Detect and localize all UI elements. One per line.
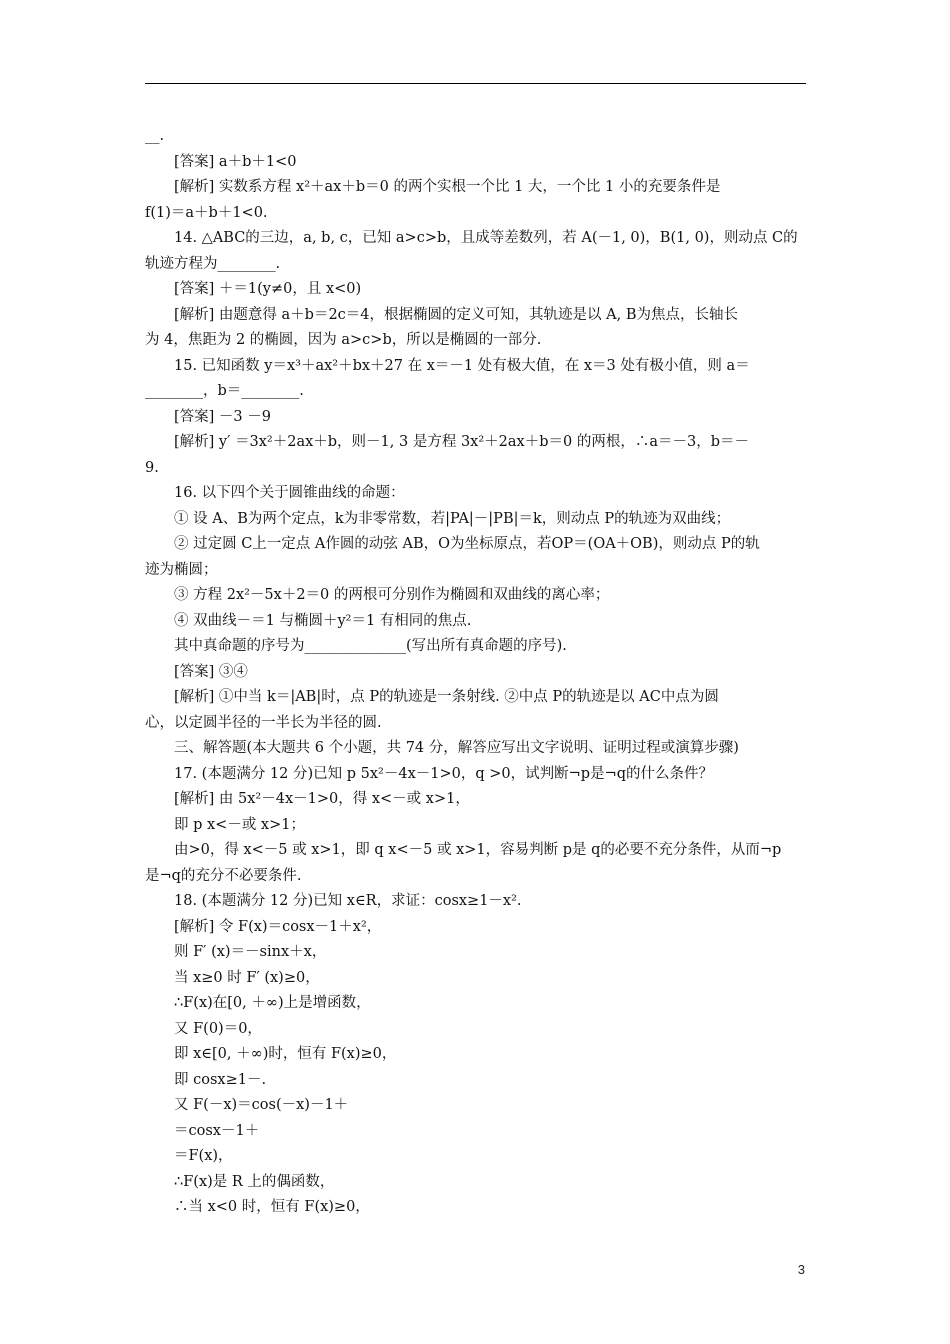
text-line: 18. (本题满分 12 分)已知 x∈R，求证：cosx≥1－x². — [174, 893, 522, 909]
text-line: 即 cosx≥1－. — [174, 1071, 267, 1088]
text-line: 由>0，得 x<－5 或 x>1，即 q x<－5 或 x>1，容易判断 p是 q的必要不充分条件，从而¬p — [174, 842, 782, 858]
text-line: 15. 已知函数 y＝x³＋ax²＋bx＋27 在 x＝－1 处有极大值，在 x＝3 处有极小值，则 a＝ — [174, 357, 750, 374]
text-line: ③ 方程 2x²－5x＋2＝0 的两根可分别作为椭圆和双曲线的离心率； — [174, 587, 610, 603]
text-line: 又 F(－x)＝cos(－x)－1＋ — [174, 1097, 349, 1113]
text-line: 即 x∈[0, ＋∞)时，恒有 F(x)≥0， — [174, 1046, 397, 1062]
text-line: f(1)＝a＋b＋1<0. — [145, 204, 268, 221]
text-line: [解析] ①中当 k＝|AB|时，点 P的轨迹是一条射线. ②中点 P的轨迹是以 AC中点为圆 — [174, 689, 719, 705]
text-line: [解析] 实数系方程 x²＋ax＋b＝0 的两个实根一个比 1 大，一个比 1 小的充要条件是 — [174, 179, 721, 195]
text-line: ∴F(x)在[0, ＋∞)上是增函数， — [174, 995, 371, 1011]
text-line: 当 x≥0 时 F′ (x)≥0， — [174, 969, 320, 986]
text-line: [答案] ③④ — [174, 663, 248, 680]
text-line: 14. △ABC的三边，a, b, c，已知 a>c>b，且成等差数列，若 A(－1, 0)，B(1, 0)，则动点 C的 — [174, 230, 798, 246]
text-line: 9. — [145, 459, 159, 476]
text-line: 迹为椭圆； — [145, 561, 218, 578]
text-line: ________，b＝________. — [145, 383, 304, 399]
text-line: 轨迹方程为________. — [145, 255, 281, 272]
text-line: [解析] 由 5x²－4x－1>0，得 x<－或 x>1， — [174, 791, 470, 807]
text-line: [答案] a＋b＋1<0 — [174, 153, 297, 170]
page-body — [145, 124, 806, 1221]
text-line: 是¬q的充分不必要条件. — [145, 867, 302, 884]
text-line: 则 F′ (x)＝－sinx＋x， — [174, 944, 327, 960]
text-line: __. — [145, 128, 165, 144]
text-line: 17. (本题满分 12 分)已知 p 5x²－4x－1>0，q >0，试判断¬p是¬q的什么条件？ — [174, 765, 713, 782]
text-line: 即 p x<－或 x>1； — [174, 816, 305, 833]
text-line: [解析] y′ ＝3x²＋2ax＋b，则－1, 3 是方程 3x²＋2ax＋b＝0 的两根，∴a＝－3，b＝－ — [174, 434, 749, 450]
text-line: [解析] 令 F(x)＝cosx－1＋x²， — [174, 918, 382, 935]
text-line: ∴F(x)是 R 上的偶函数， — [174, 1173, 335, 1190]
text-line: ＝F(x)， — [174, 1148, 233, 1164]
page-number: 3 — [797, 1262, 805, 1277]
text-line: 三、解答题(本大题共 6 个小题，共 74 分，解答应写出文字说明、证明过程或演算步骤) — [174, 740, 739, 756]
text-line: ② 过定圆 C上一定点 A作圆的动弦 AB，O为坐标原点，若OP＝(OA＋OB)，则动点 P的轨 — [174, 536, 760, 552]
text-line: 心，以定圆半径的一半长为半径的圆. — [145, 714, 382, 731]
text-line: [解析] 由题意得 a＋b＝2c＝4，根据椭圆的定义可知，其轨迹是以 A, B为焦点，长轴长 — [174, 306, 738, 323]
text-line: ∴当 x<0 时，恒有 F(x)≥0， — [174, 1199, 370, 1215]
text-line: 其中真命题的序号为______________(写出所有真命题的序号). — [174, 638, 567, 654]
text-line: 16. 以下四个关于圆锥曲线的命题： — [174, 485, 405, 501]
text-line: ＝cosx－1＋ — [174, 1122, 260, 1139]
text-line: ① 设 A、B为两个定点，k为非零常数，若|PA|－|PB|＝k，则动点 P的轨迹为双曲线； — [174, 510, 731, 527]
text-line: 又 F(0)＝0， — [174, 1020, 262, 1037]
text-line: [答案] ＋＝1(y≠0，且 x<0) — [174, 281, 362, 297]
text-line: 为 4，焦距为 2 的椭圆，因为 a>c>b，所以是椭圆的一部分. — [145, 332, 542, 348]
header-rule — [145, 83, 806, 84]
text-line: ④ 双曲线－＝1 与椭圆＋y²＝1 有相同的焦点. — [174, 612, 472, 629]
text-line: [答案] －3 －9 — [174, 408, 271, 425]
